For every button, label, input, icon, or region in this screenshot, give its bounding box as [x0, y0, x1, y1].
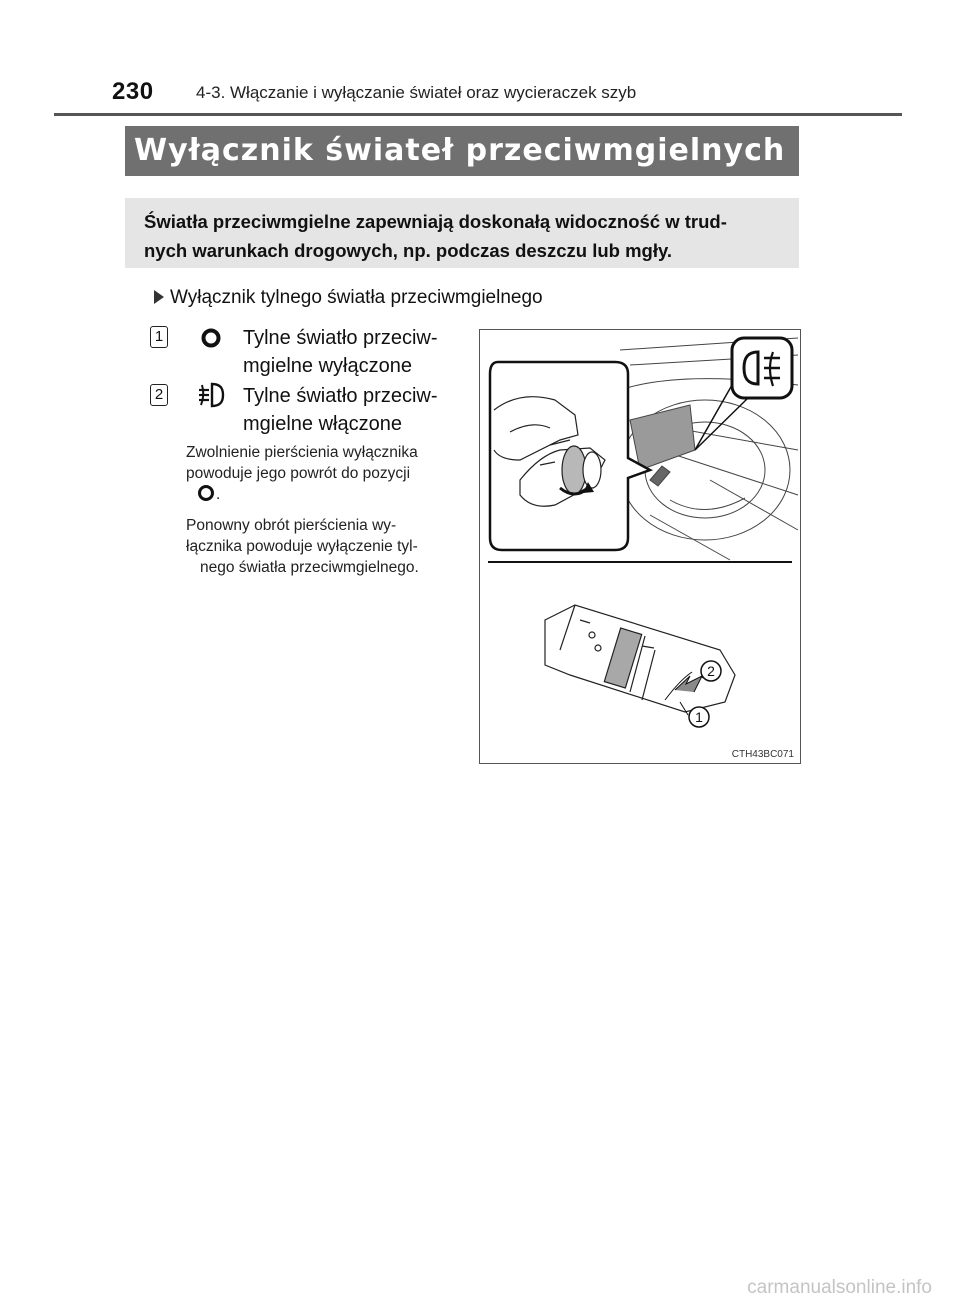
item-2-line: Tylne światło przeciw- [243, 385, 438, 407]
callout-1: 1 [695, 709, 703, 725]
switch-illustration [479, 329, 801, 764]
repeat-note [186, 515, 463, 578]
subheading [154, 287, 543, 309]
note-line: Ponowny obrót pierścienia wy- [186, 517, 397, 534]
section-title: Wyłącznik świateł przeciwmgielnych [125, 126, 799, 176]
watermark: carmanualsonline.info [747, 1277, 932, 1298]
item-number-1: 1 [150, 326, 168, 348]
item-number-2: 2 [150, 384, 168, 406]
intro-line: nych warunkach drogowych, np. podczas deszczu lub mgły. [144, 240, 673, 261]
intro-line: Światła przeciwmgielne zapewniają doskonałą widoczność w trud- [144, 211, 727, 232]
note-line: Zwolnienie pierścienia wyłącznika [186, 444, 418, 461]
note-line: . [186, 484, 463, 505]
fog-light-off-icon [200, 327, 222, 349]
page-number: 230 [112, 78, 154, 105]
fog-light-off-icon [198, 485, 214, 501]
note-line: powoduje jego powrót do pozycji [186, 465, 411, 482]
item-1-line: mgielne wyłączone [243, 355, 412, 377]
note-line: nego światła przeciwmgielnego. [200, 559, 419, 576]
subheading-text: Wyłącznik tylnego światła przeciwmgielnego [170, 287, 543, 308]
figure-code: CTH43BC071 [731, 749, 794, 760]
illustration-drawing [480, 330, 800, 763]
item-2-text [243, 382, 465, 438]
running-header: 4-3. Włączanie i wyłączanie świateł oraz wycieraczek szyb [196, 83, 637, 102]
callout-2: 2 [707, 663, 715, 679]
release-note [186, 442, 463, 505]
note-line: łącznika powoduje wyłączenie tyl- [186, 538, 418, 555]
triangle-bullet-icon [154, 290, 164, 304]
intro-box [125, 198, 799, 268]
header-rule [54, 113, 902, 116]
item-1-line: Tylne światło przeciw- [243, 327, 438, 349]
item-1-text [243, 324, 465, 380]
item-2-line: mgielne włączone [243, 413, 402, 435]
rear-fog-light-icon [196, 381, 226, 409]
